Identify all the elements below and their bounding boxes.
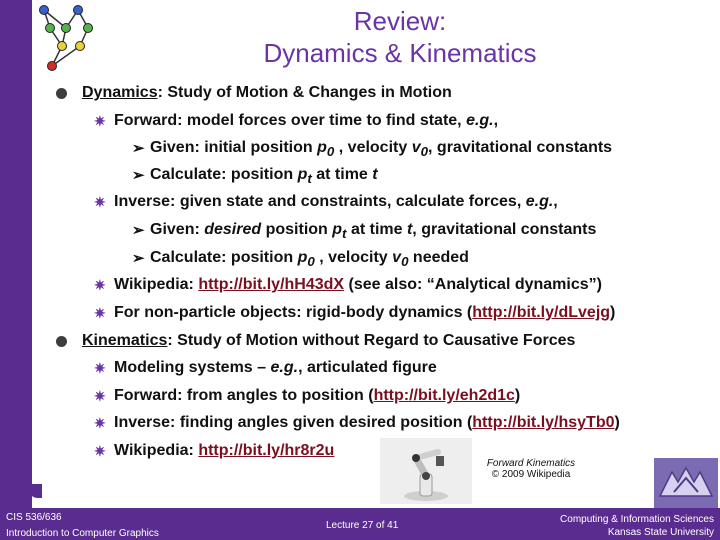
kinematics-modeling: Modeling systems – e.g., articulated figure [114,359,437,376]
dynamics-inverse-given: Given: desired position $p_t$ at time t, gravitational constants [150,221,597,242]
slide-title-line2: Dynamics & Kinematics [263,38,537,68]
dynamics-inverse: Inverse: given state and constraints, calculate forces, e.g., [114,193,558,210]
course-number: CIS 536/636 [6,512,62,523]
kinematics-term: Kinematics [82,332,168,349]
kinematics-inverse: Inverse: finding angles given desired position (http://bit.ly/hsyTb0) [114,414,620,431]
dynamics-inverse-calculate: Calculate: position $p_0$ , velocity $v_0$ needed [150,249,469,270]
dynamics-wiki-link[interactable]: http://bit.ly/hH43dX [198,276,345,293]
kinematics-heading [82,332,575,350]
star-bullet-icon: ✷ [94,443,106,459]
kinematics-desc: : Study of Motion without Regard to Causative Forces [167,332,576,349]
bullet-dot-icon [56,88,67,99]
dynamics-rigid-body: For non-particle objects: rigid-body dynamics (http://bit.ly/dLvejg) [114,304,616,321]
arrow-bullet-icon: ➢ [132,250,145,267]
lecture-number: Lecture 27 of 41 [326,520,399,531]
star-bullet-icon: ✷ [94,277,106,293]
kinematics-wiki-link[interactable]: http://bit.ly/hr8r2u [198,442,335,459]
rigid-body-link[interactable]: http://bit.ly/dLvejg [472,304,611,321]
dynamics-forward: Forward: model forces over time to find state, e.g., [114,112,499,129]
forward-kinematics-link[interactable]: http://bit.ly/eh2d1c [373,387,515,404]
star-bullet-icon: ✷ [94,360,106,376]
inverse-kinematics-link[interactable]: http://bit.ly/hsyTb0 [472,414,615,431]
robot-arm-image [380,438,472,504]
kinematics-wikipedia: Wikipedia: http://bit.ly/hr8r2u [114,442,335,459]
ksu-wildcat-logo-icon [654,458,718,508]
dynamics-desc: : Study of Motion & Changes in Motion [157,84,452,101]
figure-caption-credit: © 2009 Wikipedia [491,469,571,480]
figure-caption [472,458,590,480]
dynamics-forward-given: Given: initial position $p_0$ , velocity $v_0$, gravitational constants [150,139,613,160]
star-bullet-icon: ✷ [94,113,106,129]
arrow-bullet-icon: ➢ [132,167,145,184]
star-bullet-icon: ✷ [94,305,106,321]
bullet-dot-icon [56,336,67,347]
department-name: Computing & Information Sciences [560,514,714,525]
figure-caption-title: Forward Kinematics [486,458,576,469]
university-name: Kansas State University [607,527,714,538]
dynamics-forward-calculate: Calculate: position $p_t$ at time t [150,166,378,187]
graph-logo-icon [30,0,110,80]
kinematics-forward: Forward: from angles to position (http://bit.ly/eh2d1c) [114,387,521,404]
star-bullet-icon: ✷ [94,194,106,210]
course-title: Introduction to Computer Graphics [6,528,159,539]
arrow-bullet-icon: ➢ [132,222,145,239]
left-accent-bar [0,0,32,540]
star-bullet-icon: ✷ [94,388,106,404]
star-bullet-icon: ✷ [94,415,106,431]
dynamics-heading [82,84,452,102]
arrow-bullet-icon: ➢ [132,140,145,157]
dynamics-term: Dynamics [82,84,158,101]
slide-title-line1: Review: [353,6,447,36]
dynamics-wikipedia: Wikipedia: http://bit.ly/hH43dX (see also: “Analytical dynamics”) [114,276,602,293]
